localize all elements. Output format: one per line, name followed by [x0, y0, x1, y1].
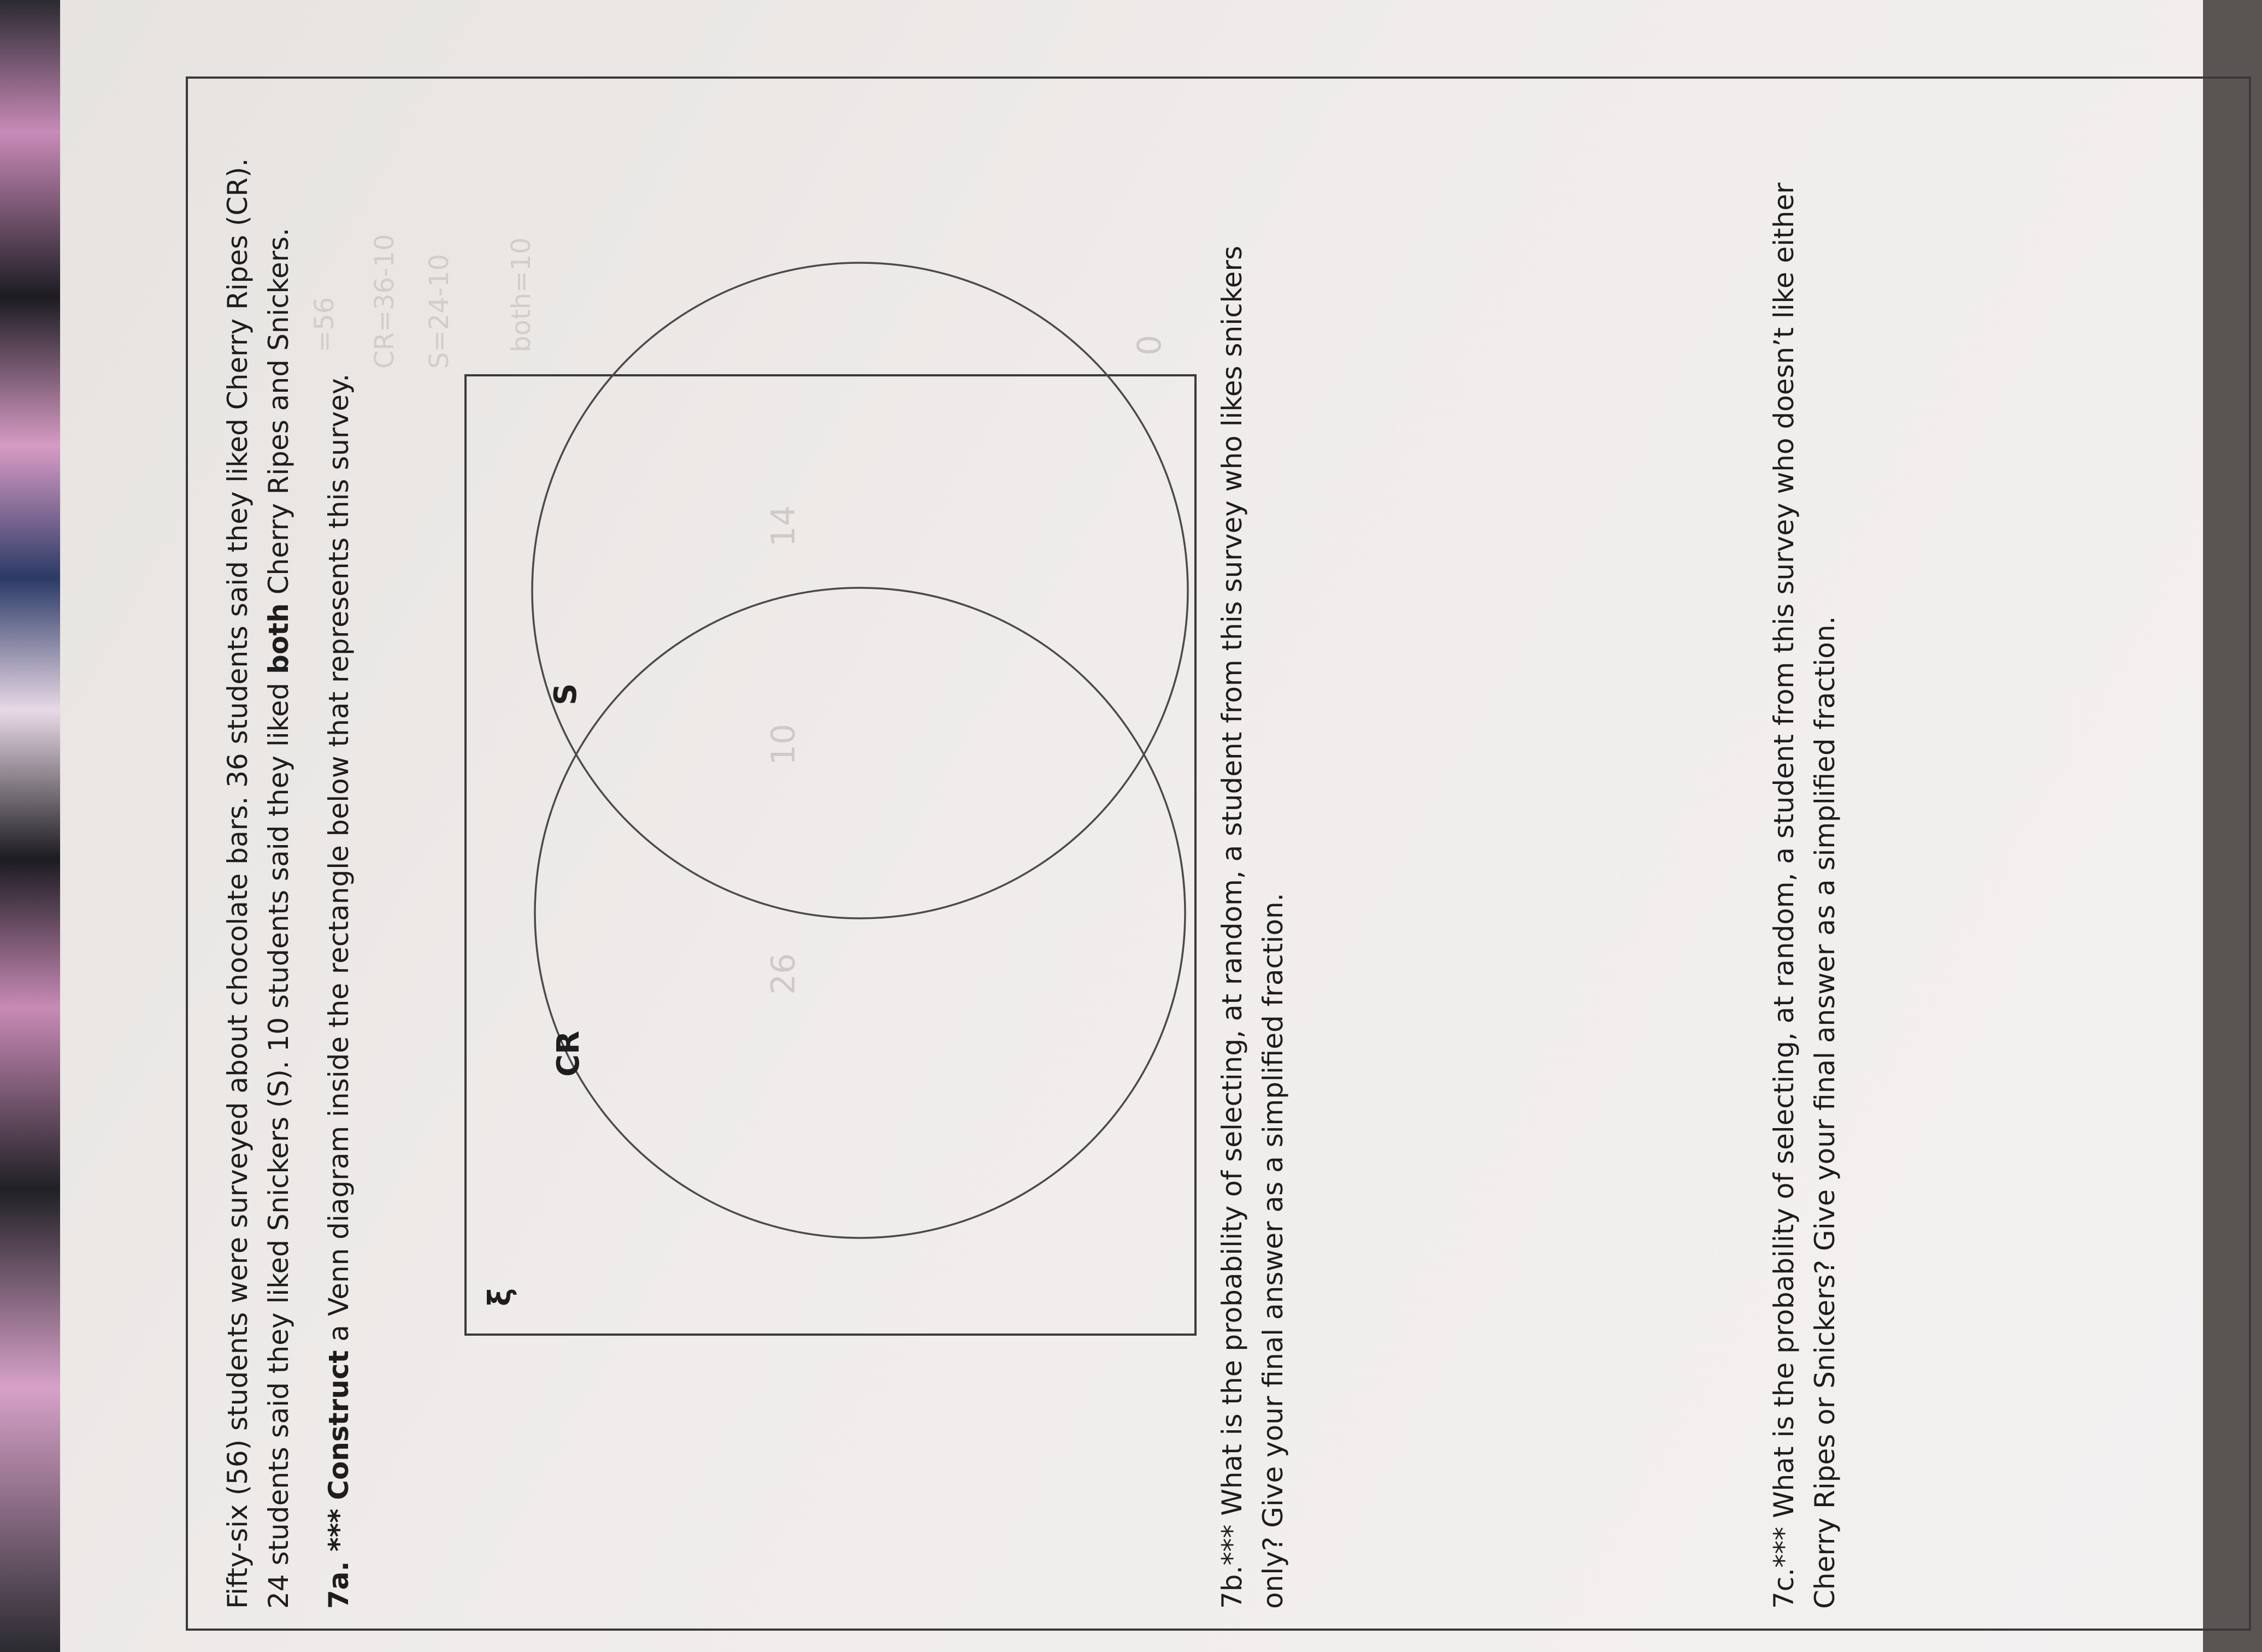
circle-cr — [535, 588, 1185, 1238]
intro-sentence-2b: Cherry Ripes and Snickers. — [263, 227, 294, 604]
pencil-value-cr-only: 26 — [764, 953, 803, 995]
universal-set-symbol: ξ — [482, 1288, 518, 1306]
pencil-value-outside: 0 — [1130, 334, 1169, 356]
question-7c-line-1 — [1765, 182, 1803, 1609]
venn-diagram — [467, 334, 1199, 1334]
pencil-note-s: S=24-10 — [424, 253, 455, 369]
question-7a-text: a Venn diagram inside the rectangle below that represents this survey. — [323, 373, 355, 1350]
worksheet-paper — [60, 0, 2203, 1652]
pencil-value-s-only: 14 — [764, 505, 803, 547]
worksheet-page — [186, 68, 2262, 1631]
question-7c-text-2: Cherry Ripes or Snickers? Give your final answer as a simplified fraction. — [1809, 616, 1841, 1609]
pencil-value-both: 10 — [764, 723, 803, 765]
question-7c-text-1: 7c.*** What is the probability of selecting, at random, a student from this survey who doesn’t like either — [1768, 182, 1800, 1609]
pencil-note-both: both=10 — [506, 237, 537, 352]
pencil-notes — [268, 79, 574, 374]
question-7b-line-1 — [1213, 246, 1251, 1609]
intro-text-line-2 — [260, 228, 298, 1609]
set-label-s: S — [548, 683, 584, 705]
question-7b-text-2: only? Give your final answer as a simplified fraction. — [1257, 893, 1289, 1609]
intro-sentence-1: Fifty-six (56) students were surveyed about chocolate bars. 36 students said they liked Cherry Ripes (CR). — [222, 158, 254, 1609]
pencil-note-total: =56 — [309, 297, 340, 352]
question-7c-line-2 — [1806, 616, 1844, 1609]
question-7b-text-1: 7b.*** What is the probability of selecting, at random, a student from this survey who likes snickers — [1216, 245, 1248, 1609]
venn-rectangle — [464, 334, 1197, 1336]
intro-text-line-1 — [219, 158, 257, 1609]
question-7b-line-2 — [1254, 893, 1292, 1609]
question-7a-verb: Construct — [323, 1350, 355, 1500]
intro-bold-both: both — [263, 603, 294, 674]
set-label-cr: CR — [551, 1030, 586, 1077]
question-7a-number: 7a. *** — [323, 1508, 355, 1609]
question-7a — [320, 374, 358, 1609]
pencil-note-cr: CR=36-10 — [369, 234, 400, 369]
intro-sentence-2a: 24 students said they liked Snickers (S). 10 students said they liked — [263, 674, 294, 1609]
